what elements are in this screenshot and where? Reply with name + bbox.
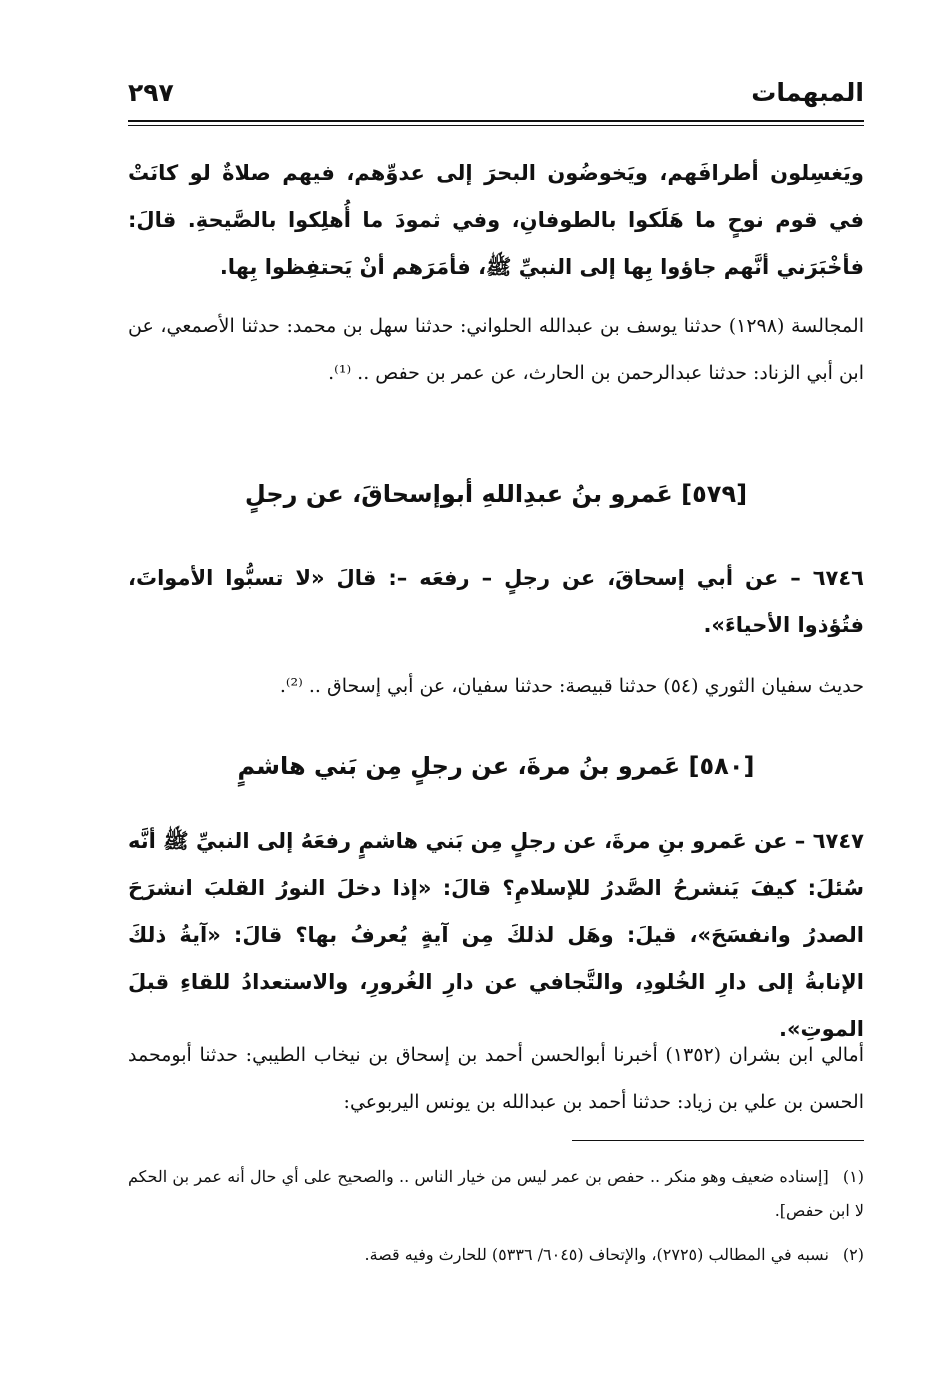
page-header bbox=[128, 78, 864, 118]
hadith-text-continued: ويَغسِلون أطرافَهم، ويَخوضُون البحرَ إلى عدوِّهم، فيهم صلاةٌ لو كانَتْ في قوم نوحٍ ما هَلَكوا بالطوفانِ، وفي ثمودَ ما أُهلِكوا بالصَّيحةِ. قالَ: فأخْبَرَني أنَّهم جاؤوا بِها إلى النبيِّ ﷺ، فأمَرَهم أنْ يَحتفِظوا بِها. bbox=[128, 161, 864, 279]
header-rule bbox=[128, 120, 864, 126]
footnote-1 bbox=[128, 1160, 864, 1228]
hadith-6746: ٦٧٤٦ – عن أبي إسحاقَ، عن رجلٍ – رفعَه –: قالَ «لا تسبُّوا الأمواتَ، فتُؤذوا الأحياءَ». bbox=[128, 566, 864, 637]
chapter-heading-580: [٥٨٠] عَمرو بنُ مرةَ، عن رجلٍ مِن بَني هاشمٍ bbox=[237, 752, 755, 780]
page-number: ٢٩٧ bbox=[128, 78, 174, 107]
footnote-2 bbox=[128, 1238, 864, 1272]
footnote-number: (١) bbox=[842, 1167, 864, 1186]
running-title: المبهمات bbox=[751, 78, 864, 107]
chapter-heading-579: [٥٧٩] عَمرو بنُ عبدِاللهِ أبوإسحاقَ، عن رجلٍ bbox=[244, 480, 748, 508]
footnote-text: نسبه في المطالب (٢٧٢٥)، والإتحاف (٦٠٤٥/ ٥٣٣٦) للحارث وفيه قصة. bbox=[364, 1245, 829, 1264]
hadith-6747: ٦٧٤٧ – عن عَمرو بنِ مرةَ، عن رجلٍ مِن بَني هاشمٍ رفعَهُ إلى النبيِّ ﷺ أنَّه سُئلَ: كيفَ يَنشرحُ الصَّدرُ للإسلامِ؟ قالَ: «إذا دخلَ النورُ القلبَ انشرَحَ الصدرُ وانفسَحَ»، قيلَ: وهَل لذلكَ مِن آيةٍ يُعرفُ بها؟ قالَ: «آيةُ ذلكَ الإنابةُ إلى دارِ الخُلودِ، والتَّجافي عن دارِ الغُرورِ، والاستعدادُ للقاءِ قبلَ الموتِ». bbox=[128, 829, 864, 1041]
source-citation-3: أمالي ابن بشران (١٣٥٢) أخبرنا أبوالحسن أحمد بن إسحاق بن نيخاب الطيبي: حدثنا أبومحمد الحسن بن علي بن زياد: حدثنا أحمد بن عبدالله بن يونس اليربوعي: bbox=[128, 1044, 864, 1113]
footnote-number: (٢) bbox=[842, 1245, 864, 1264]
source-citation-2: حديث سفيان الثوري (٥٤) حدثنا قبيصة: حدثنا سفيان، عن أبي إسحاق .. ⁽²⁾. bbox=[279, 675, 864, 697]
footnote-text: [إسناده ضعيف وهو منكر .. حفص بن عمر ليس من خيار الناس .. والصحيح على أي حال أنه عمر بن الحكم لا ابن حفص]. bbox=[128, 1167, 864, 1220]
source-citation-1: المجالسة (١٢٩٨) حدثنا يوسف بن عبدالله الحلواني: حدثنا سهل بن محمد: حدثنا الأصمعي، عن ابن أبي الزناد: حدثنا عبدالرحمن بن الحارث، عن عمر بن حفص .. ⁽¹⁾. bbox=[128, 315, 864, 384]
footnote-rule bbox=[572, 1140, 864, 1141]
